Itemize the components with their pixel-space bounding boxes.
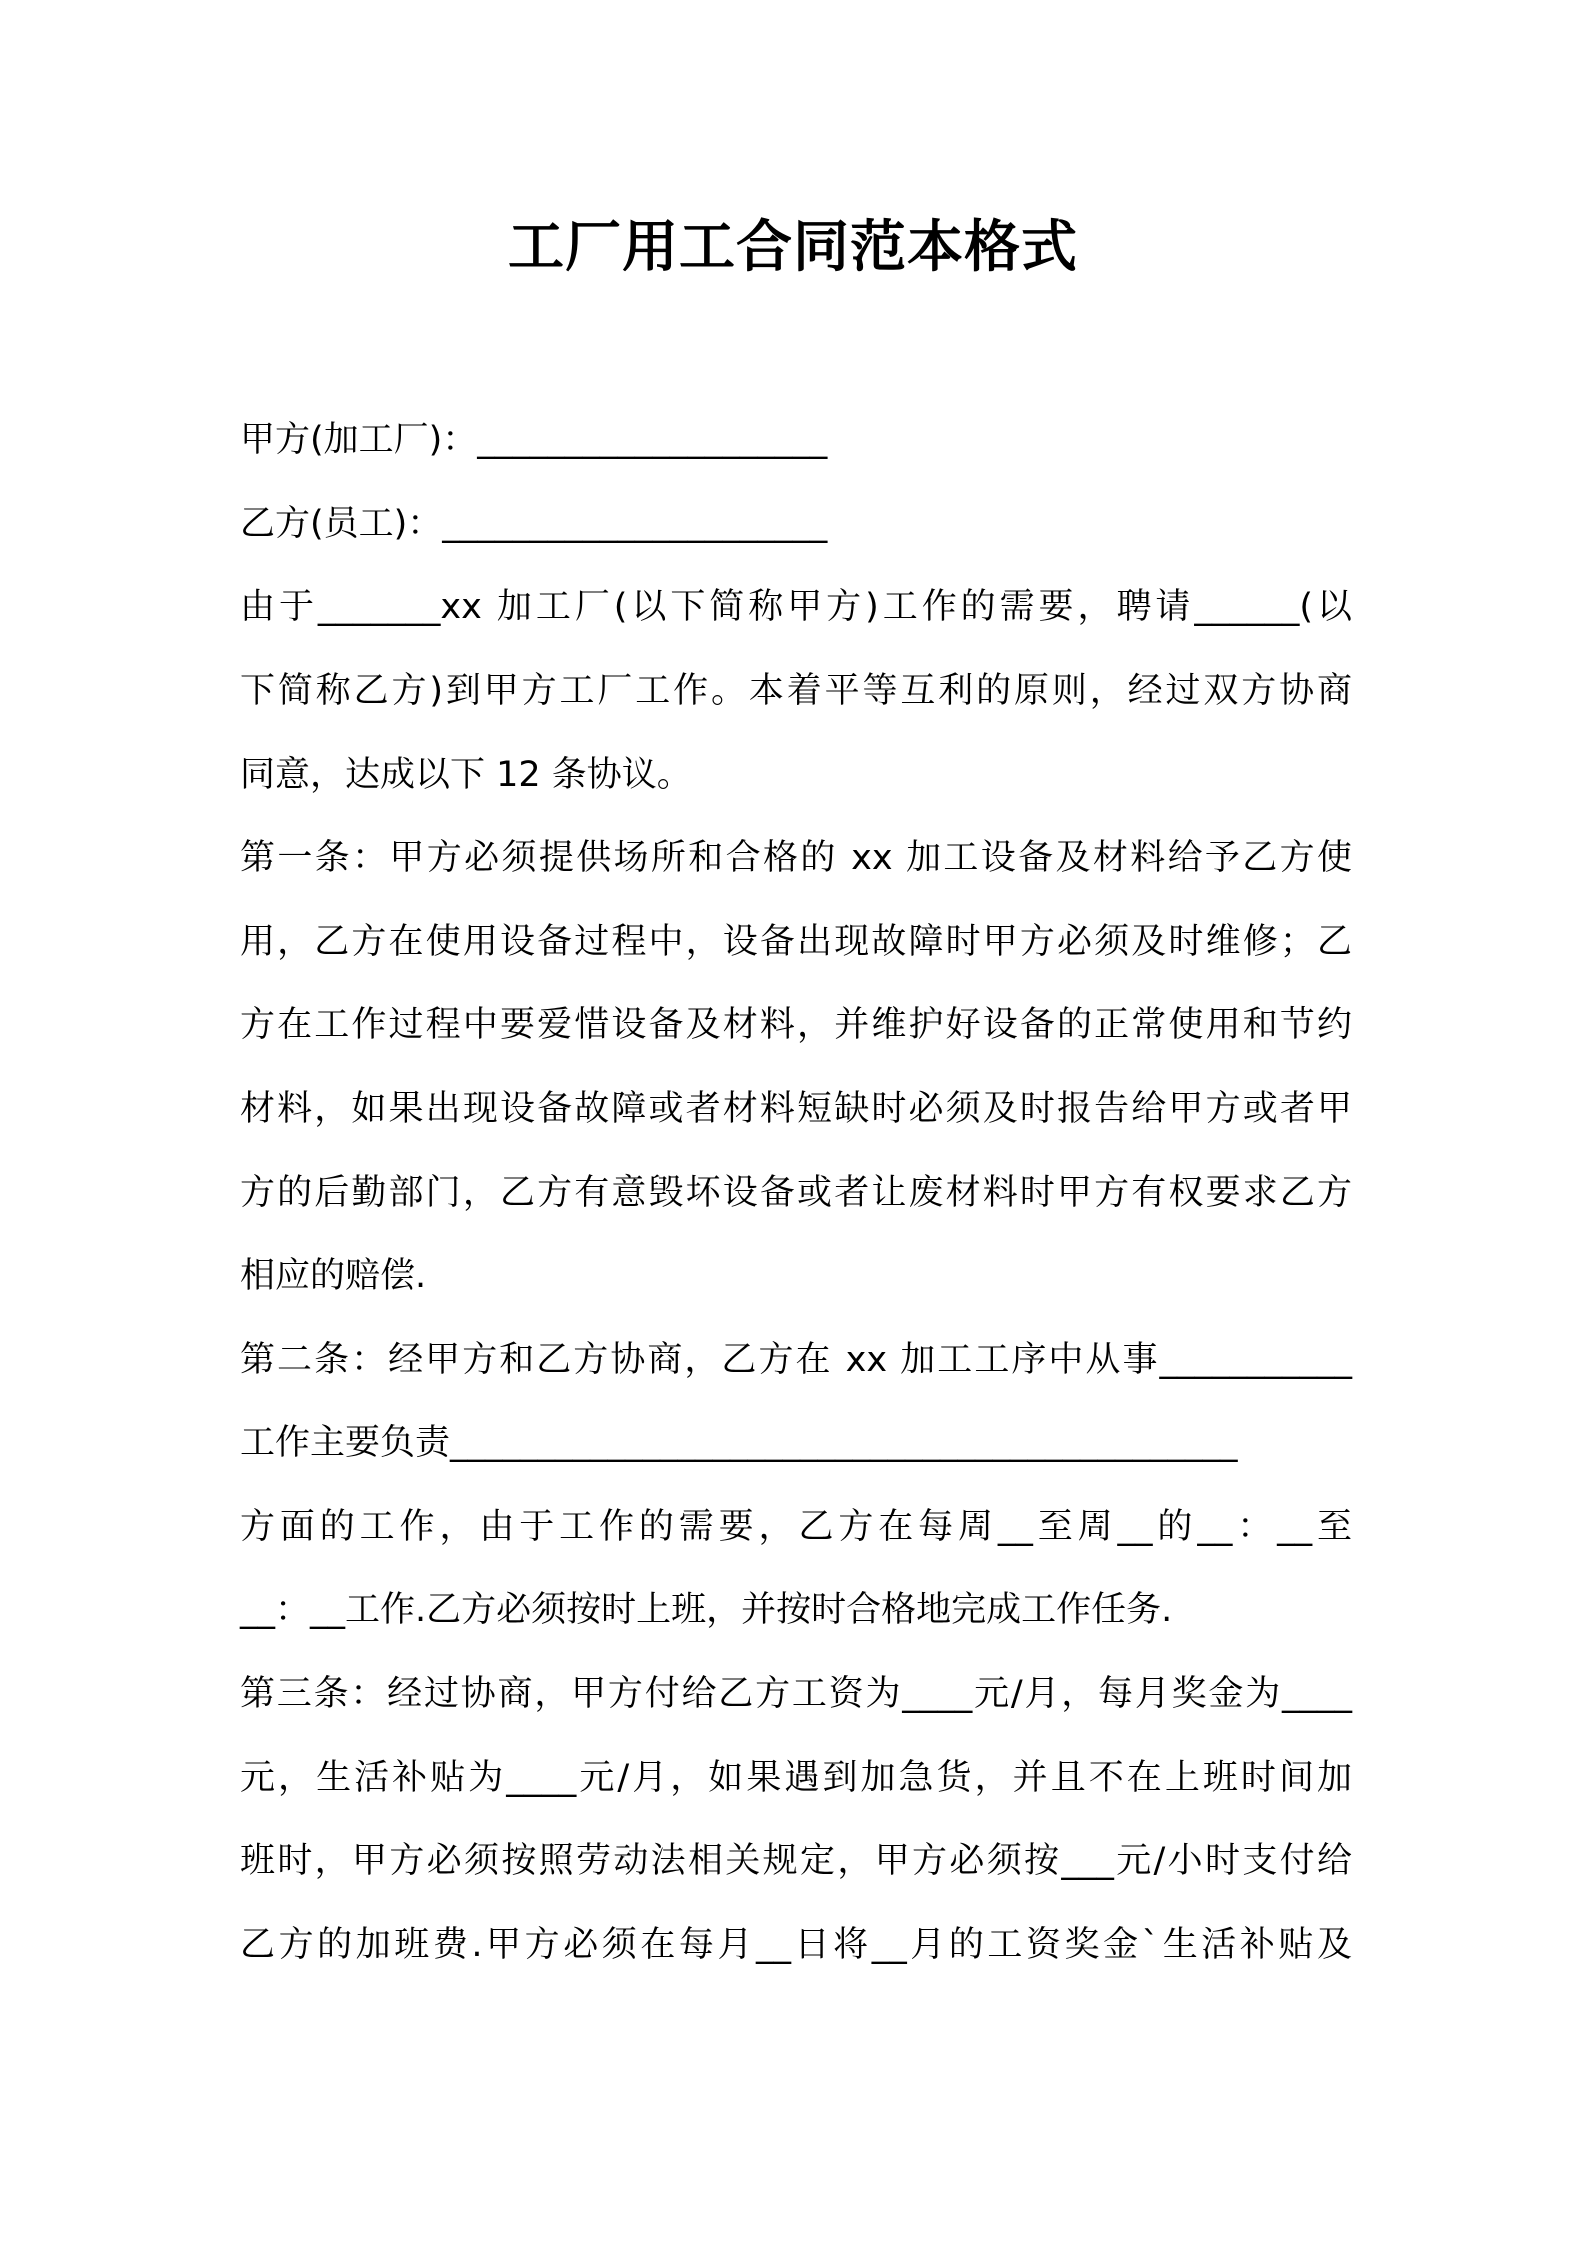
article-1-line-3: 方在工作过程中要爱惜设备及材料，并维护好设备的正常使用和节约 (240, 1005, 1352, 1045)
intro-line-3: 同意，达成以下 12 条协议。 (240, 755, 692, 795)
article-1-line-2: 用，乙方在使用设备过程中，设备出现故障时甲方必须及时维修；乙 (240, 922, 1352, 962)
article-2-line-4: __：__工作.乙方必须按时上班，并按时合格地完成工作任务. (240, 1590, 1173, 1630)
intro-line-1: 由于_______xx 加工厂(以下简称甲方)工作的需要，聘请______(以 (240, 587, 1352, 627)
article-2-line-1: 第二条：经甲方和乙方协商，乙方在 xx 加工工序中从事___________ (240, 1340, 1352, 1380)
article-1-line-1: 第一条：甲方必须提供场所和合格的 xx 加工设备及材料给予乙方使 (240, 838, 1352, 878)
article-2-line-2: 工作主要负责_____________________________________________ (240, 1423, 1238, 1463)
article-2-line-3: 方面的工作，由于工作的需要，乙方在每周__至周__的__：__至 (240, 1507, 1352, 1547)
article-3-line-2: 元，生活补贴为____元/月，如果遇到加急货，并且不在上班时间加 (240, 1758, 1352, 1798)
document-title: 工厂用工合同范本格式 (508, 215, 1078, 280)
article-1-line-4: 材料，如果出现设备故障或者材料短缺时必须及时报告给甲方或者甲 (240, 1089, 1352, 1129)
article-3-line-4: 乙方的加班费.甲方必须在每月__日将__月的工资奖金`生活补贴及 (240, 1925, 1352, 1965)
party-a-line: 甲方(加工厂)：____________________ (240, 420, 828, 460)
article-1-line-6: 相应的赔偿. (240, 1256, 427, 1296)
article-3-line-1: 第三条：经过协商，甲方付给乙方工资为____元/月，每月奖金为____ (240, 1674, 1352, 1714)
intro-line-2: 下简称乙方)到甲方工厂工作。本着平等互利的原则，经过双方协商 (240, 671, 1352, 711)
article-3-line-3: 班时，甲方必须按照劳动法相关规定，甲方必须按___元/小时支付给 (240, 1841, 1352, 1881)
article-1-line-5: 方的后勤部门，乙方有意毁坏设备或者让废材料时甲方有权要求乙方 (240, 1173, 1352, 1213)
party-b-line: 乙方(员工)：______________________ (240, 504, 828, 544)
